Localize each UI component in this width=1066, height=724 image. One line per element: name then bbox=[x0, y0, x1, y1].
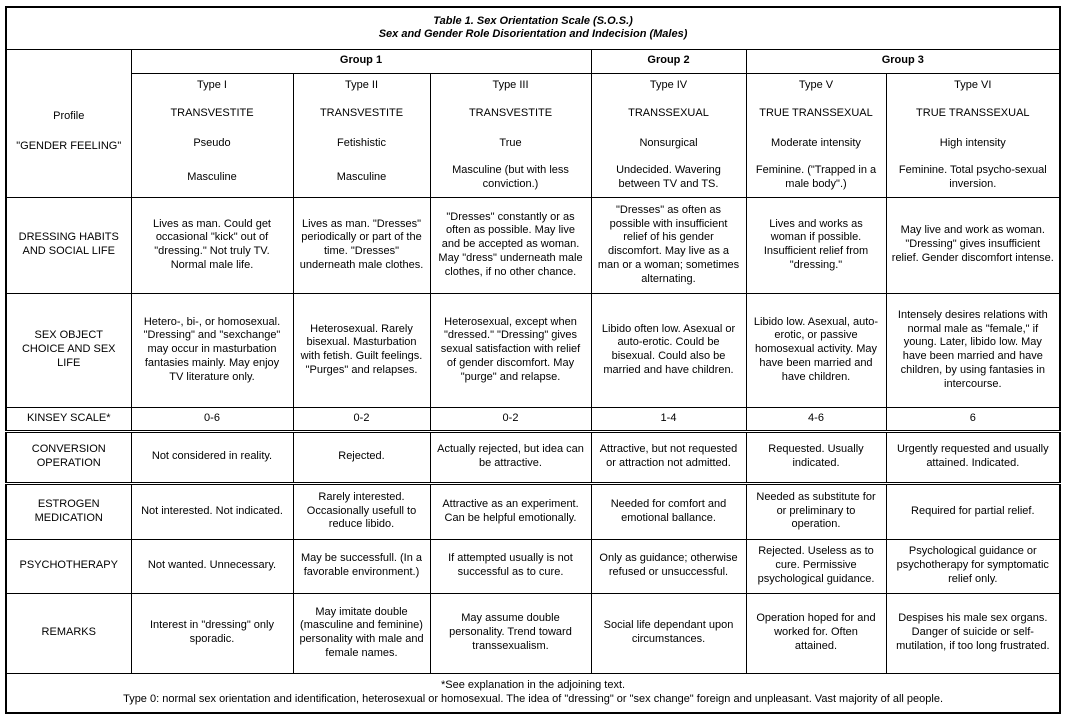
conversion-cell: Rejected. bbox=[293, 431, 430, 483]
dressing-cell: Lives as man. "Dresses" periodically or part of the time. "Dresses" underneath male clothes. bbox=[293, 197, 430, 293]
gender-feeling-cell: Masculine (but with less conviction.) bbox=[430, 159, 591, 197]
sex-object-cell: Libido low. Asexual, auto-erotic, or passive homosexual activity. May have been married and have children. bbox=[746, 293, 886, 407]
kinsey-cell: 0-2 bbox=[293, 407, 430, 431]
conversion-cell: Attractive, but not requested or attraction not admitted. bbox=[591, 431, 746, 483]
profile-name-cell: TRUE TRANSSEXUAL bbox=[746, 99, 886, 129]
remarks-cell: May imitate double (masculine and feminine) personality with male and female names. bbox=[293, 593, 430, 673]
estrogen-cell: Required for partial relief. bbox=[886, 483, 1060, 539]
dressing-cell: Lives as man. Could get occasional "kick" out of "dressing." Not truly TV. Normal male life. bbox=[131, 197, 293, 293]
conversion-cell: Urgently requested and usually attained. Indicated. bbox=[886, 431, 1060, 483]
profile-name-cell: TRANSVESTITE bbox=[131, 99, 293, 129]
psychotherapy-cell: Not wanted. Unnecessary. bbox=[131, 539, 293, 593]
profile-subtype-cell: Pseudo bbox=[131, 129, 293, 159]
gender-feeling-label: "GENDER FEELING" bbox=[16, 140, 122, 152]
row-header-kinsey: KINSEY SCALE* bbox=[6, 407, 131, 431]
group-3-header: Group 3 bbox=[746, 49, 1060, 73]
remarks-cell: Despises his male sex organs. Danger of suicide or self-mutilation, if too long frustrated. bbox=[886, 593, 1060, 673]
group-2-header: Group 2 bbox=[591, 49, 746, 73]
row-header-conversion: CONVERSION OPERATION bbox=[6, 431, 131, 483]
row-header-psychotherapy: PSYCHOTHERAPY bbox=[6, 539, 131, 593]
row-header-sex-object: SEX OBJECT CHOICE AND SEX LIFE bbox=[6, 293, 131, 407]
footnotes bbox=[6, 673, 1060, 713]
gender-feeling-cell: Masculine bbox=[131, 159, 293, 197]
estrogen-cell: Not interested. Not indicated. bbox=[131, 483, 293, 539]
remarks-cell: Interest in "dressing" only sporadic. bbox=[131, 593, 293, 673]
estrogen-cell: Needed for comfort and emotional ballance. bbox=[591, 483, 746, 539]
psychotherapy-cell: If attempted usually is not successful as to cure. bbox=[430, 539, 591, 593]
conversion-cell: Actually rejected, but idea can be attractive. bbox=[430, 431, 591, 483]
profile-name-cell: TRUE TRANSSEXUAL bbox=[886, 99, 1060, 129]
remarks-cell: Social life dependant upon circumstances. bbox=[591, 593, 746, 673]
dressing-cell: "Dresses" constantly or as often as possible. May live and be accepted as woman. May "dress" underneath male clothes, if no other chance. bbox=[430, 197, 591, 293]
type-header-2: Type II bbox=[293, 73, 430, 99]
kinsey-cell: 0-2 bbox=[430, 407, 591, 431]
table-title-line2: Sex and Gender Role Disorientation and Indecision (Males) bbox=[378, 28, 688, 41]
type-header-1: Type I bbox=[131, 73, 293, 99]
remarks-cell: Operation hoped for and worked for. Often attained. bbox=[746, 593, 886, 673]
table-title-line1: Table 1. Sex Orientation Scale (S.O.S.) bbox=[433, 14, 633, 27]
estrogen-cell: Needed as substitute for or preliminary to operation. bbox=[746, 483, 886, 539]
sex-object-cell: Intensely desires relations with normal male as "female," if young. Later, libido low. May have been married and have children, by using fantasies in intercourse. bbox=[886, 293, 1060, 407]
profile-subtype-cell: Fetishistic bbox=[293, 129, 430, 159]
conversion-cell: Requested. Usually indicated. bbox=[746, 431, 886, 483]
profile-subtype-cell: Nonsurgical bbox=[591, 129, 746, 159]
psychotherapy-cell: Rejected. Useless as to cure. Permissive psychological guidance. bbox=[746, 539, 886, 593]
type-header-3: Type III bbox=[430, 73, 591, 99]
profile-subtype-cell: True bbox=[430, 129, 591, 159]
profile-row-header bbox=[6, 49, 131, 197]
kinsey-cell: 6 bbox=[886, 407, 1060, 431]
kinsey-cell: 0-6 bbox=[131, 407, 293, 431]
profile-name-cell: TRANSVESTITE bbox=[293, 99, 430, 129]
sex-object-cell: Heterosexual. Rarely bisexual. Masturbation with fetish. Guilt feelings. "Purges" and relapses. bbox=[293, 293, 430, 407]
sos-table bbox=[5, 6, 1061, 714]
remarks-cell: May assume double personality. Trend toward transsexualism. bbox=[430, 593, 591, 673]
row-header-dressing: DRESSING HABITS AND SOCIAL LIFE bbox=[6, 197, 131, 293]
profile-subtype-cell: High intensity bbox=[886, 129, 1060, 159]
psychotherapy-cell: Psychological guidance or psychotherapy for symptomatic relief only. bbox=[886, 539, 1060, 593]
estrogen-cell: Attractive as an experiment. Can be helpful emotionally. bbox=[430, 483, 591, 539]
profile-name-cell: TRANSSEXUAL bbox=[591, 99, 746, 129]
type-header-5: Type V bbox=[746, 73, 886, 99]
type-header-4: Type IV bbox=[591, 73, 746, 99]
dressing-cell: "Dresses" as often as possible with insufficient relief of his gender discomfort. May live as a man or a woman; sometimes alternating. bbox=[591, 197, 746, 293]
conversion-cell: Not considered in reality. bbox=[131, 431, 293, 483]
dressing-cell: Lives and works as woman if possible. Insufficient relief from "dressing." bbox=[746, 197, 886, 293]
row-header-estrogen: ESTROGEN MEDICATION bbox=[6, 483, 131, 539]
profile-subtype-cell: Moderate intensity bbox=[746, 129, 886, 159]
gender-feeling-cell: Feminine. Total psycho-sexual inversion. bbox=[886, 159, 1060, 197]
sex-object-cell: Libido often low. Asexual or auto-erotic. Could be bisexual. Could also be married and have children. bbox=[591, 293, 746, 407]
row-header-remarks: REMARKS bbox=[6, 593, 131, 673]
profile-label: Profile bbox=[53, 110, 85, 123]
profile-name-cell: TRANSVESTITE bbox=[430, 99, 591, 129]
table-title bbox=[6, 7, 1060, 49]
footnote-line2: Type 0: normal sex orientation and identification, heterosexual or homosexual. The idea of "dressing" or "sex change" foreign and unpleasant. Vast majority of all people. bbox=[123, 692, 943, 705]
psychotherapy-cell: May be successfull. (In a favorable environment.) bbox=[293, 539, 430, 593]
profile-header-lines bbox=[12, 92, 126, 154]
psychotherapy-cell: Only as guidance; otherwise refused or unsuccessful. bbox=[591, 539, 746, 593]
gender-feeling-cell: Masculine bbox=[293, 159, 430, 197]
gender-feeling-cell: Undecided. Wavering between TV and TS. bbox=[591, 159, 746, 197]
sex-object-cell: Heterosexual, except when "dressed." "Dressing" gives sexual satisfaction with relief of gender discomfort. May "purge" and relapse. bbox=[430, 293, 591, 407]
footnote-line1: *See explanation in the adjoining text. bbox=[441, 679, 626, 691]
kinsey-cell: 1-4 bbox=[591, 407, 746, 431]
estrogen-cell: Rarely interested. Occasionally usefull to reduce libido. bbox=[293, 483, 430, 539]
sex-object-cell: Hetero-, bi-, or homosexual. "Dressing" and "sexchange" may occur in masturbation fantasies mainly. May enjoy TV literature only. bbox=[131, 293, 293, 407]
gender-feeling-cell: Feminine. ("Trapped in a male body".) bbox=[746, 159, 886, 197]
type-header-6: Type VI bbox=[886, 73, 1060, 99]
dressing-cell: May live and work as woman. "Dressing" gives insufficient relief. Gender discomfort intense. bbox=[886, 197, 1060, 293]
group-1-header: Group 1 bbox=[131, 49, 591, 73]
kinsey-cell: 4-6 bbox=[746, 407, 886, 431]
